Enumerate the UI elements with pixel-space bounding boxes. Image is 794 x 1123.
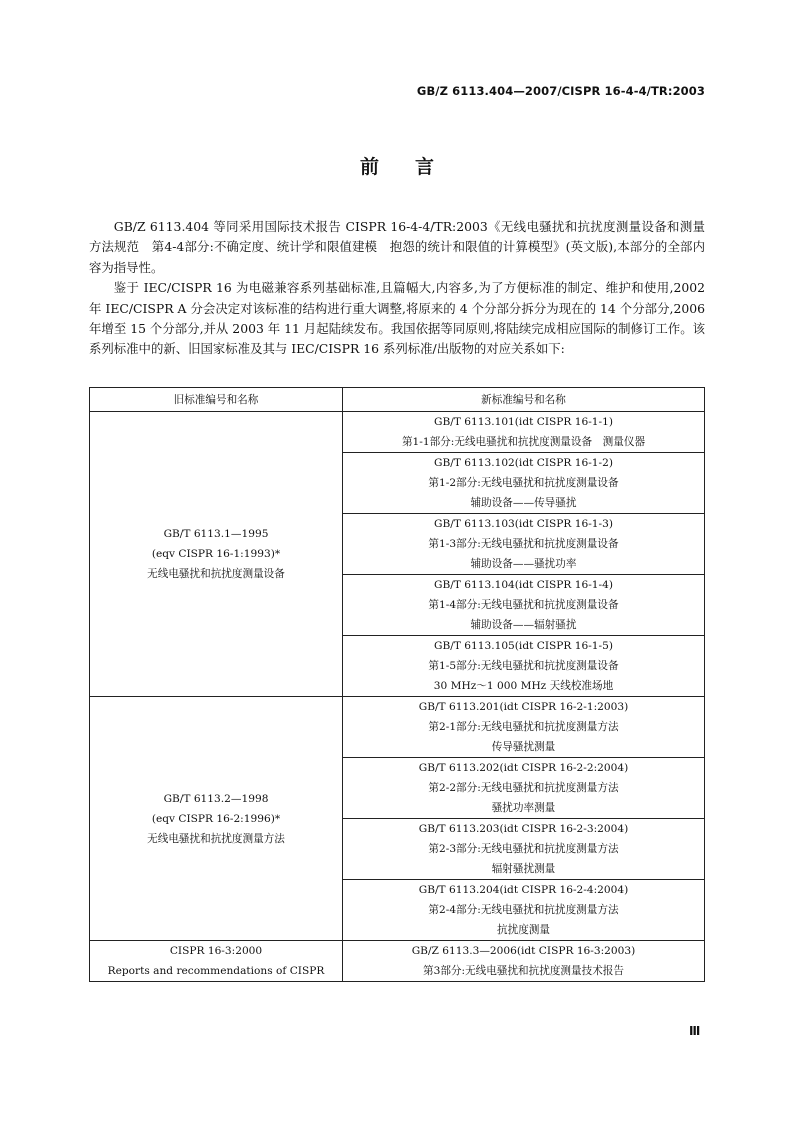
new-standard-cell — [343, 697, 705, 758]
new-standard-cell — [343, 819, 705, 880]
header-new: 新标准编号和名称 — [343, 388, 705, 412]
new-standard-line: GB/T 6113.105(idt CISPR 16-1-5) — [434, 640, 613, 652]
new-standard-line: GB/Z 6113.3—2006(idt CISPR 16-3:2003) — [411, 945, 636, 957]
new-standard-line: 传导骚扰测量 — [491, 741, 556, 753]
new-standard-line: 第1-2部分:无线电骚扰和抗扰度测量设备 — [428, 477, 619, 489]
new-standard-line: GB/T 6113.104(idt CISPR 16-1-4) — [434, 579, 613, 591]
new-standard-cell — [343, 412, 705, 453]
table-row — [90, 941, 705, 982]
new-standard-line: GB/T 6113.204(idt CISPR 16-2-4:2004) — [418, 884, 629, 896]
new-standard-cell — [343, 941, 705, 982]
new-standard-line: 第1-1部分:无线电骚扰和抗扰度测量设备 测量仪器 — [401, 436, 646, 448]
old-standard-line: (eqv CISPR 16-1:1993)* — [151, 548, 281, 560]
new-standard-cell — [343, 453, 705, 514]
old-standard-line: 无线电骚扰和抗扰度测量方法 — [147, 832, 285, 845]
new-standard-line: GB/T 6113.201(idt CISPR 16-2-1:2003) — [418, 701, 629, 713]
old-standard-cell — [90, 697, 343, 941]
table-row — [90, 412, 705, 453]
paragraph-2: 鉴于 IEC/CISPR 16 为电磁兼容系列基础标准,且篇幅大,内容多,为了方便标准的制定、维护和使用,2002 年 IEC/CISPR A 分会决定对该标准的结构进行重大调整,将原来的 4 个分部分拆分为现在的 14 个分部分,2006 年增至 15 个分部分,并从 2003 年 11 月起陆续发布。我国依据等同原则,将陆续完成相应国际的制修订工作。该系列标准中的新、旧国家标准及其与 IEC/CISPR 16 系列标准/出版物的对应关系如下: — [89, 280, 705, 357]
old-standard-line: Reports and recommendations of CISPR — [107, 965, 325, 977]
old-standard-cell — [90, 941, 343, 982]
new-standard-line: 辅助设备——传导骚扰 — [470, 497, 577, 509]
new-standard-line: 第3部分:无线电骚扰和抗扰度测量技术报告 — [423, 965, 624, 977]
new-standard-line: 第2-4部分:无线电骚扰和抗扰度测量方法 — [428, 904, 619, 916]
new-standard-line: 辐射骚扰测量 — [491, 863, 556, 875]
new-standard-cell — [343, 575, 705, 636]
new-standard-line: 辅助设备——辐射骚扰 — [470, 619, 577, 631]
new-standard-cell — [343, 636, 705, 697]
new-standard-line: GB/T 6113.202(idt CISPR 16-2-2:2004) — [418, 762, 629, 774]
new-standard-line: 第1-4部分:无线电骚扰和抗扰度测量设备 — [428, 599, 619, 611]
old-standard-line: GB/T 6113.2—1998 — [163, 792, 269, 805]
new-standard-cell — [343, 758, 705, 819]
new-standard-line: 第2-2部分:无线电骚扰和抗扰度测量方法 — [428, 782, 619, 794]
new-standard-line: 第1-3部分:无线电骚扰和抗扰度测量设备 — [428, 538, 619, 550]
new-standard-line: GB/T 6113.203(idt CISPR 16-2-3:2004) — [418, 823, 629, 835]
new-standard-line: 第2-1部分:无线电骚扰和抗扰度测量方法 — [428, 721, 619, 733]
old-standard-line: CISPR 16-3:2000 — [169, 945, 263, 957]
new-standard-line: GB/T 6113.103(idt CISPR 16-1-3) — [434, 518, 613, 530]
old-standard-line: (eqv CISPR 16-2:1996)* — [151, 812, 281, 825]
new-standard-line: 辅助设备——骚扰功率 — [470, 558, 577, 570]
new-standard-line: 抗扰度测量 — [497, 924, 550, 936]
standard-header: GB/Z 6113.404—2007/CISPR 16-4-4/TR:2003 — [416, 84, 705, 98]
new-standard-line: 30 MHz～1 000 MHz 天线校准场地 — [433, 680, 614, 692]
new-standard-line: GB/T 6113.101(idt CISPR 16-1-1) — [434, 416, 613, 428]
paragraph-1: GB/Z 6113.404 等同采用国际技术报告 CISPR 16-4-4/TR:2003《无线电骚扰和抗扰度测量设备和测量方法规范 第4-4部分:不确定度、统计学和限值建模 抱怨的统计和限值的计算模型》(英文版),本部分的全部内容为指导性。 — [89, 219, 705, 275]
header-old: 旧标准编号和名称 — [90, 388, 343, 412]
new-standard-line: 骚扰功率测量 — [491, 802, 556, 814]
old-standard-line: 无线电骚扰和抗扰度测量设备 — [147, 568, 285, 580]
new-standard-cell — [343, 880, 705, 941]
page-title: 前言 — [359, 156, 470, 178]
standards-mapping-table — [89, 387, 705, 982]
new-standard-line: GB/T 6113.102(idt CISPR 16-1-2) — [434, 457, 613, 469]
foreword-body — [89, 217, 705, 360]
new-standard-line: 第1-5部分:无线电骚扰和抗扰度测量设备 — [428, 660, 619, 672]
old-standard-line: GB/T 6113.1—1995 — [163, 528, 269, 540]
new-standard-cell — [343, 514, 705, 575]
new-standard-line: 第2-3部分:无线电骚扰和抗扰度测量方法 — [428, 843, 619, 855]
table-body — [90, 412, 705, 982]
old-standard-cell — [90, 412, 343, 697]
table-row — [90, 697, 705, 758]
table-header-row — [90, 388, 705, 412]
page-number: Ⅲ — [689, 1024, 701, 1038]
